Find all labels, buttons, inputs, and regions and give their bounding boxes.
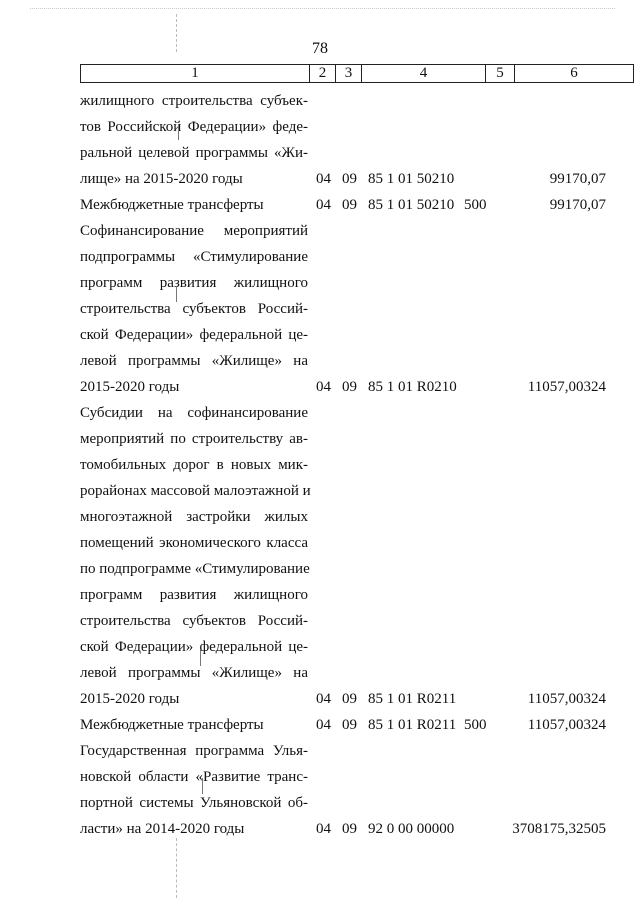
- section-code: 04: [316, 379, 331, 395]
- section-code: 04: [316, 171, 331, 187]
- amount: 99170,07: [549, 171, 606, 187]
- description-line: мероприятий по строительству ав-: [80, 431, 308, 447]
- description-line: программ развития жилищного: [80, 587, 308, 603]
- description-line: Государственная программа Улья-: [80, 743, 308, 759]
- row-description: [80, 88, 308, 192]
- target-article-code: 85 1 01 R0210: [368, 379, 457, 395]
- scan-tick: [178, 124, 179, 140]
- scan-tick: [200, 650, 201, 666]
- description-line: левой программы «Жилище» на: [80, 665, 308, 681]
- description-line: левой программы «Жилище» на: [80, 353, 308, 369]
- table-row: [80, 738, 620, 842]
- description-line: 2015-2020 годы: [80, 379, 180, 395]
- header-col-2: 2: [310, 65, 336, 83]
- description-line: ской Федерации» федеральной це-: [80, 327, 308, 343]
- target-article-code: 85 1 01 50210: [368, 197, 455, 213]
- row-description: [80, 192, 308, 218]
- target-article-code: 85 1 01 R0211: [368, 691, 457, 707]
- description-line: Межбюджетные трансферты: [80, 717, 264, 733]
- description-line: Софинансирование мероприятий: [80, 223, 308, 239]
- description-line: ласти» на 2014-2020 годы: [80, 821, 245, 837]
- fold-line-bottom: [176, 838, 177, 898]
- table-row: [80, 192, 620, 218]
- row-description: [80, 712, 308, 738]
- subsection-code: 09: [342, 691, 357, 707]
- expense-type-code: 500: [464, 197, 487, 213]
- subsection-code: 09: [342, 379, 357, 395]
- table-row: [80, 218, 620, 400]
- row-description: [80, 400, 311, 712]
- description-line: жилищного строительства субъек-: [80, 93, 308, 109]
- description-line: помещений экономического класса: [80, 535, 308, 551]
- header-col-3: 3: [336, 65, 362, 83]
- description-line: многоэтажной застройки жилых: [80, 509, 308, 525]
- amount: 11057,00324: [527, 691, 606, 707]
- scan-edge-marks: [30, 8, 615, 13]
- description-line: по подпрограмме «Стимулирование: [80, 561, 310, 577]
- header-col-4: 4: [362, 65, 486, 83]
- subsection-code: 09: [342, 821, 357, 837]
- description-line: строительства субъектов Россий-: [80, 301, 308, 317]
- description-line: томобильных дорог в новых мик-: [80, 457, 308, 473]
- description-line: Субсидии на софинансирование: [80, 405, 308, 421]
- description-line: лище» на 2015-2020 годы: [80, 171, 243, 187]
- scan-tick: [202, 778, 203, 794]
- description-line: строительства субъектов Россий-: [80, 613, 308, 629]
- description-line: тов Российской Федерации» феде-: [80, 119, 308, 135]
- row-description: [80, 738, 308, 842]
- table-header: [80, 64, 634, 83]
- subsection-code: 09: [342, 197, 357, 213]
- description-line: рорайонах массовой малоэтажной и: [80, 483, 311, 499]
- scan-tick: [176, 286, 177, 302]
- amount: 11057,00324: [527, 717, 606, 733]
- target-article-code: 85 1 01 R0211: [368, 717, 457, 733]
- amount: 3708175,32505: [512, 821, 606, 837]
- section-code: 04: [316, 197, 331, 213]
- table-row: [80, 88, 620, 192]
- subsection-code: 09: [342, 717, 357, 733]
- page-number: 78: [312, 40, 328, 57]
- description-line: ской Федерации» федеральной це-: [80, 639, 308, 655]
- description-line: портной системы Ульяновской об-: [80, 795, 308, 811]
- subsection-code: 09: [342, 171, 357, 187]
- description-line: ральной целевой программы «Жи-: [80, 145, 308, 161]
- description-line: Межбюджетные трансферты: [80, 197, 264, 213]
- description-line: новской области «Развитие транс-: [80, 769, 308, 785]
- target-article-code: 92 0 00 00000: [368, 821, 455, 837]
- table-row: [80, 400, 620, 712]
- section-code: 04: [316, 821, 331, 837]
- header-col-6: 6: [515, 65, 634, 83]
- row-description: [80, 218, 308, 400]
- amount: 99170,07: [549, 197, 606, 213]
- expense-type-code: 500: [464, 717, 487, 733]
- description-line: подпрограммы «Стимулирование: [80, 249, 308, 265]
- amount: 11057,00324: [527, 379, 606, 395]
- target-article-code: 85 1 01 50210: [368, 171, 455, 187]
- section-code: 04: [316, 717, 331, 733]
- header-col-5: 5: [486, 65, 515, 83]
- description-line: программ развития жилищного: [80, 275, 308, 291]
- description-line: 2015-2020 годы: [80, 691, 180, 707]
- section-code: 04: [316, 691, 331, 707]
- table-row: [80, 712, 620, 738]
- header-col-1: 1: [81, 65, 310, 83]
